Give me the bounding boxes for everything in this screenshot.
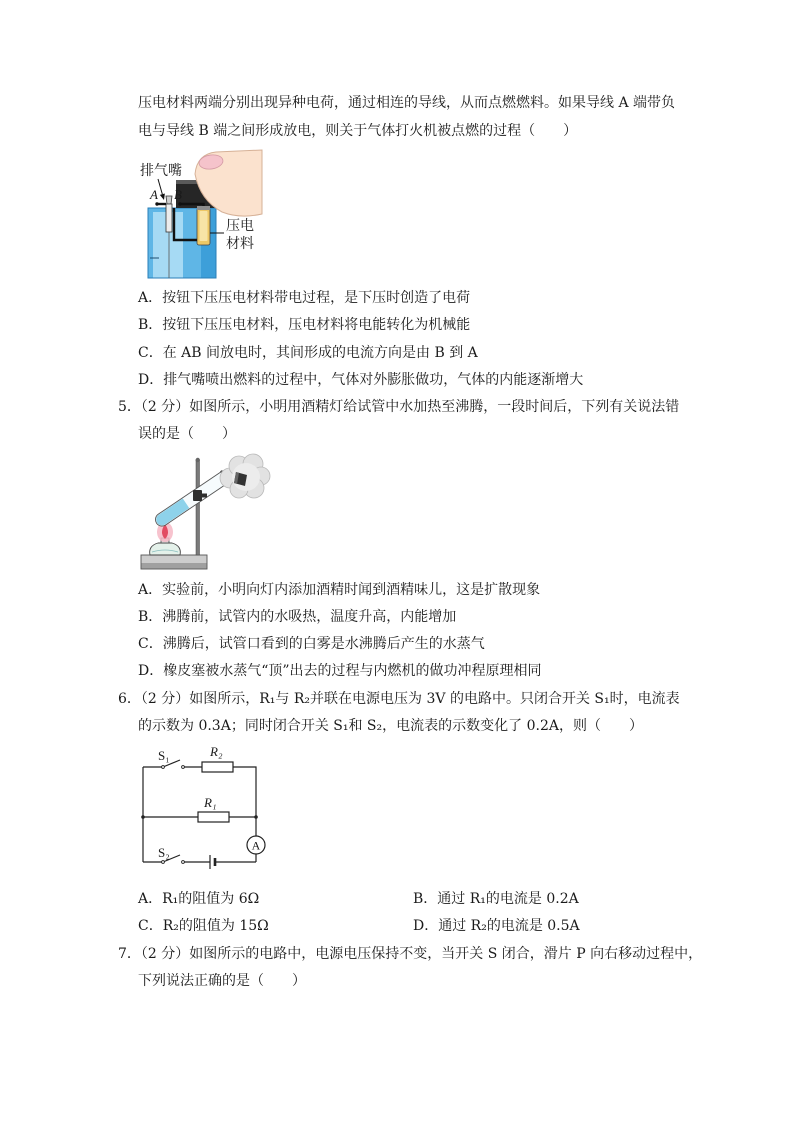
battery [210, 855, 215, 869]
q6-circuit-figure [138, 745, 262, 875]
q5-test-tube-figure [138, 452, 272, 574]
q5-option-c: C．沸腾后，试管口看到的白雾是水沸腾后产生的水蒸气 [138, 636, 485, 652]
q6-stem-line-1: 6．（2 分）如图所示，R₁与 R₂并联在电源电压为 3V 的电路中。只闭合开关 S₁时，电流表 [118, 691, 680, 707]
q5-option-b: B．沸腾前，试管内的水吸热，温度升高，内能增加 [138, 609, 457, 625]
q5-stem-line-2: 误的是（ ） [138, 426, 236, 442]
q4-lighter-figure [138, 148, 262, 280]
s1-label: S₁ [158, 748, 170, 763]
point-b-dot [178, 202, 181, 205]
q5-option-d: D．橡皮塞被水蒸气“顶”出去的过程与内燃机的做功冲程原理相同 [138, 663, 542, 679]
r2-label: R₂ [210, 744, 223, 759]
junction-right [254, 815, 258, 819]
point-b-label: B [174, 187, 182, 202]
point-a-dot [155, 202, 158, 205]
point-a-label: A [150, 187, 158, 202]
q4-stem-line-1: 压电材料两端分别出现异种电荷，通过相连的导线，从而点燃燃料。如果导线 A 端带负 [138, 95, 676, 111]
q6-option-a: A．R₁的阻值为 6Ω [138, 891, 260, 907]
q4-option-c: C．在 AB 间放电时，其间形成的电流方向是由 B 到 A [138, 345, 478, 361]
q5-option-a: A．实验前，小明向灯内添加酒精时闻到酒精味儿，这是扩散现象 [138, 582, 541, 598]
q6-option-c: C．R₂的阻值为 15Ω [138, 918, 269, 934]
q6-stem-line-2: 的示数为 0.3A；同时闭合开关 S₁和 S₂，电流表的示数变化了 0.2A，则（ ） [138, 718, 643, 734]
material-label-line-2: 材料 [226, 237, 254, 252]
q4-option-a: A．按钮下压压电材料带电过程，是下压时创造了电荷 [138, 290, 471, 306]
iron-stand-base [141, 555, 207, 569]
piezo-cylinder [197, 206, 210, 245]
junction-left [141, 815, 145, 819]
q4-option-d: D．排气嘴喷出燃料的过程中，气体对外膨胀做功，气体的内能逐渐增大 [138, 372, 584, 388]
nozzle-label: 排气嘴 [140, 164, 182, 179]
nozzle-arrow [158, 179, 165, 200]
ammeter-label: A [251, 838, 261, 853]
iron-stand-rod [196, 458, 200, 555]
q7-stem-line-1: 7．（2 分）如图所示的电路中，电源电压保持不变，当开关 S 闭合，滑片 P 向右移动过程中， [118, 946, 703, 962]
q7-stem-line-2: 下列说法正确的是（ ） [138, 973, 306, 989]
q6-option-d: D．通过 R₂的电流是 0.5A [413, 918, 580, 934]
resistor-r2 [202, 762, 233, 772]
q6-option-b: B．通过 R₁的电流是 0.2A [413, 891, 579, 907]
q4-stem-line-2: 电与导线 B 端之间形成放电，则关于气体打火机被点燃的过程（ ） [138, 123, 578, 139]
material-label-line-1: 压电 [226, 219, 254, 234]
r1-label: R₁ [204, 795, 217, 810]
q4-option-b: B．按钮下压压电材料，压电材料将电能转化为机械能 [138, 317, 471, 333]
q5-stem-line-1: 5．（2 分）如图所示，小明用酒精灯给试管中水加热至沸腾，一段时间后，下列有关说法错 [118, 399, 680, 415]
s2-label: S₂ [158, 845, 170, 860]
test-tube [152, 470, 230, 529]
resistor-r1 [198, 812, 229, 822]
